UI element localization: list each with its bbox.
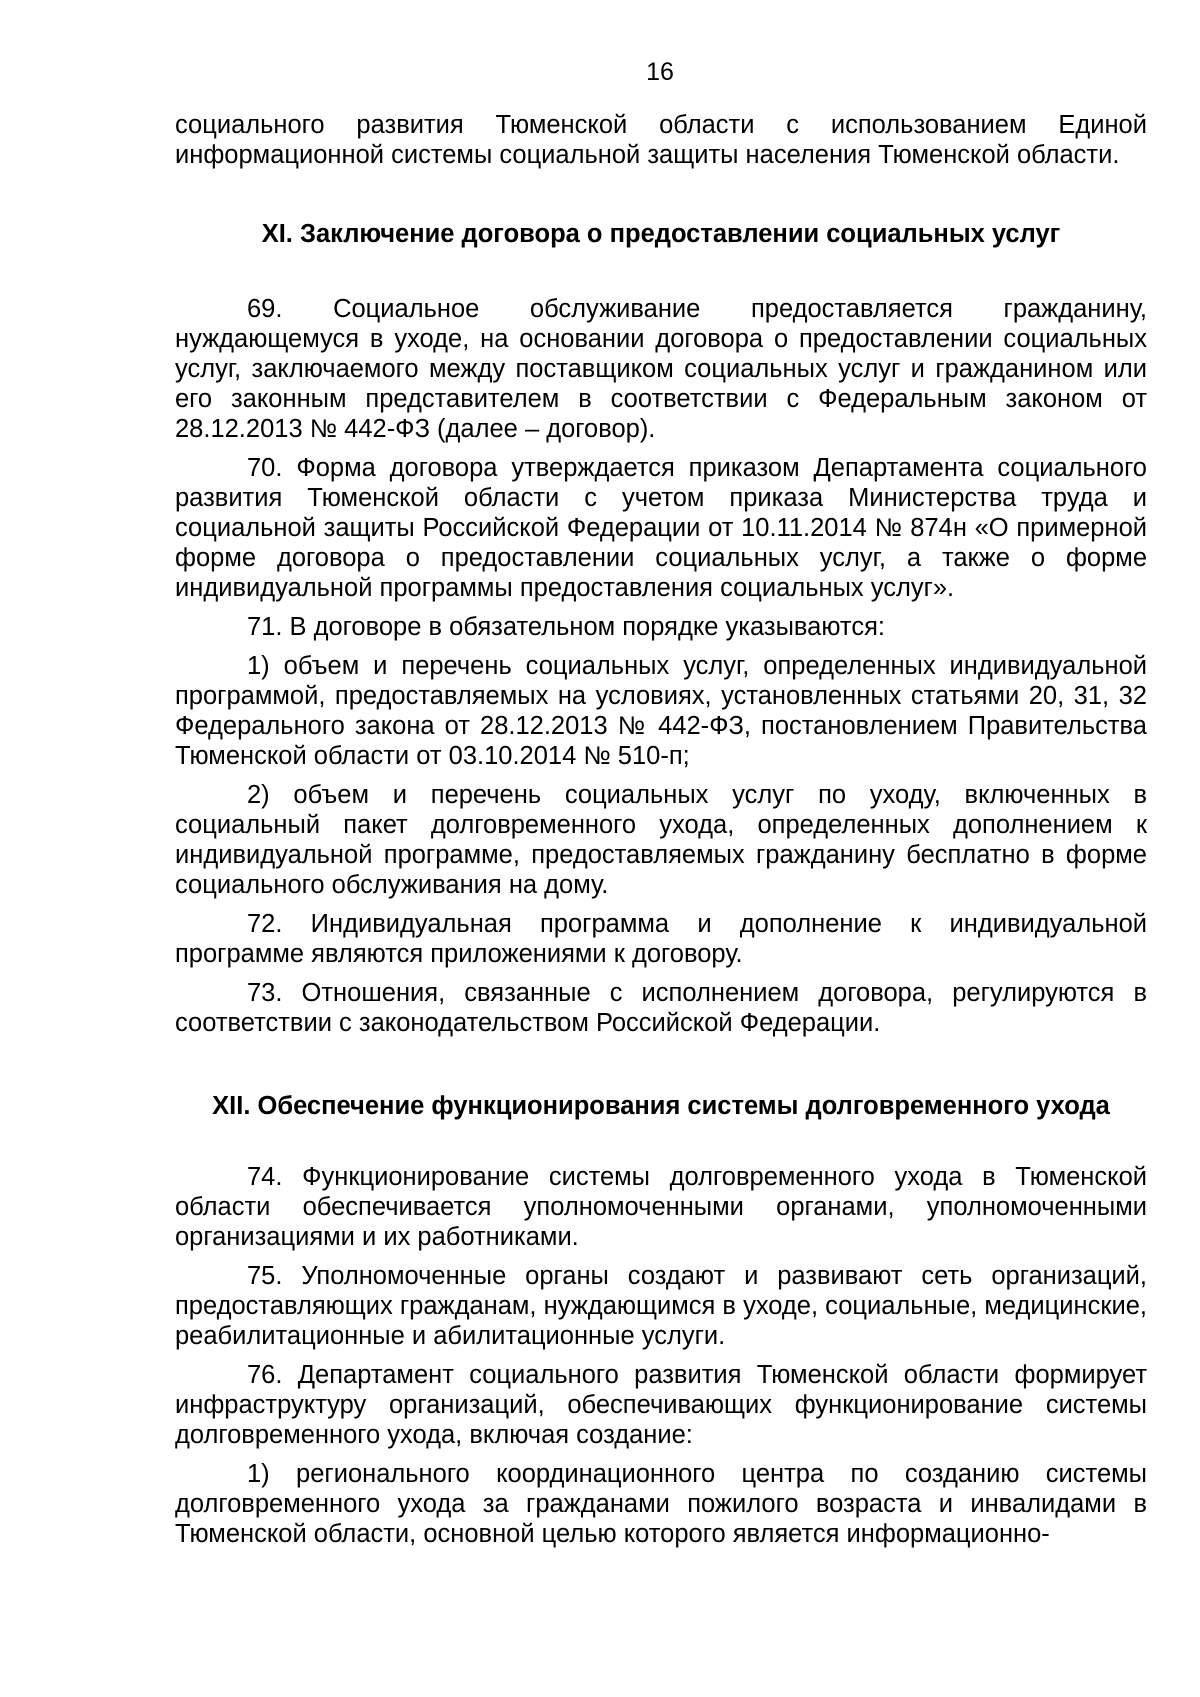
intro-paragraph: социального развития Тюменской области с использованием Единой информационной системы социальной защиты населения Тюменской области. <box>175 111 1147 169</box>
paragraph-69: 69. Социальное обслуживание предоставляется гражданину, нуждающемуся в уходе, на основании договора о предоставлении социальных услуг, заключаемого между поставщиком социальных услуг и гражданином или его законным представителем в соответствии с Федеральным законом от 28.12.2013 № 442-ФЗ (далее – договор). <box>175 295 1147 443</box>
section-11-heading: XI. Заключение договора о предоставлении социальных услуг <box>261 220 1061 248</box>
paragraph-72: 72. Индивидуальная программа и дополнение к индивидуальной программе являются приложениями к договору. <box>175 910 1147 968</box>
paragraph-71-item-1: 1) объем и перечень социальных услуг, определенных индивидуальной программой, предоставляемых на условиях, установленных статьями 20, 31, 32 Федерального закона от 28.12.2013 № 442-ФЗ, постановлением Правительства Тюменской области от 03.10.2014 № 510-п; <box>175 652 1147 770</box>
paragraph-73: 73. Отношения, связанные с исполнением договора, регулируются в соответствии с законодательством Российской Федерации. <box>175 979 1147 1037</box>
paragraph-74: 74. Функционирование системы долговременного ухода в Тюменской области обеспечивается уполномоченными органами, уполномоченными организациями и их работниками. <box>175 1163 1147 1251</box>
paragraph-75: 75. Уполномоченные органы создают и развивают сеть организаций, предоставляющих гражданам, нуждающимся в уходе, социальные, медицинские, реабилитационные и абилитационные услуги. <box>175 1262 1147 1350</box>
page-number: 16 <box>646 58 674 86</box>
paragraph-76: 76. Департамент социального развития Тюменской области формирует инфраструктуру организаций, обеспечивающих функционирование системы долговременного ухода, включая создание: <box>175 1361 1147 1449</box>
paragraph-71-item-2: 2) объем и перечень социальных услуг по уходу, включенных в социальный пакет долговременного ухода, определенных дополнением к индивидуальной программе, предоставляемых гражданину бесплатно в форме социального обслуживания на дому. <box>175 781 1147 899</box>
paragraph-76-item-1: 1) регионального координационного центра по созданию системы долговременного ухода за гражданами пожилого возраста и инвалидами в Тюменской области, основной целью которого является информационно- <box>175 1460 1147 1548</box>
paragraph-70: 70. Форма договора утверждается приказом Департамента социального развития Тюменской области с учетом приказа Министерства труда и социальной защиты Российской Федерации от 10.11.2014 № 874н «О примерной форме договора о предоставлении социальных услуг, а также о форме индивидуальной программы предоставления социальных услуг». <box>175 454 1147 602</box>
document-body <box>175 110 1147 1549</box>
section-12-heading: XII. Обеспечение функционирования системы долговременного ухода <box>212 1092 1110 1120</box>
paragraph-71: 71. В договоре в обязательном порядке указываются: <box>247 613 885 641</box>
